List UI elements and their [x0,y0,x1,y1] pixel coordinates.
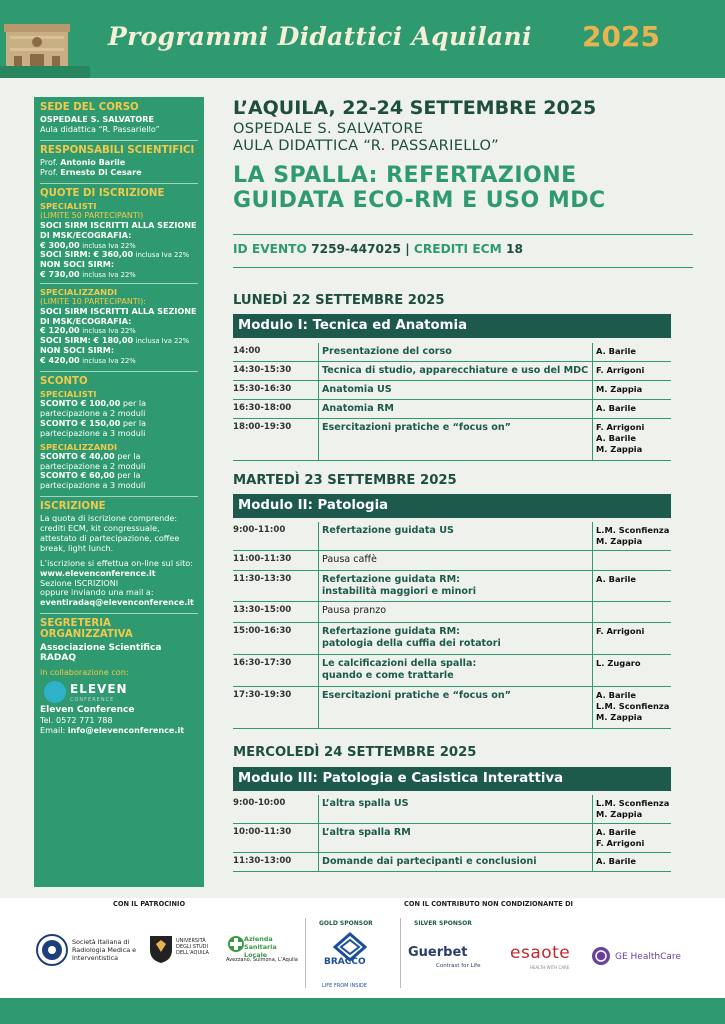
column-divider [318,623,319,654]
column-divider [592,551,593,570]
sconto-2-tail: per la partecipazione a 3 moduli [40,417,147,438]
session-title: L’altra spalla RM [322,827,411,838]
sconto-specializzandi: SPECIALIZZANDI [40,441,118,452]
course-title-line-1: LA SPALLA: REFERTAZIONE [233,163,577,188]
eleven-logo-tag: CONFERENCE [70,696,115,703]
quote-specialisti-limit: (LIMITE 50 PARTECIPANTI) [40,211,144,221]
quote-iva-2: inclusa Iva 22% [135,251,190,260]
sede-place: OSPEDALE S. SALVATORE [40,114,155,125]
session-speaker: A. Barile [596,346,636,356]
column-divider [318,419,319,460]
iscrizione-mail-link[interactable]: eventiradaq@elevenconference.it [40,597,194,608]
session-speaker: F. Arrigoni A. Barile M. Zappia [596,422,645,454]
schedule-row [233,522,671,551]
session-time: 10:00-11:30 [233,827,292,837]
session-title: Refertazione guidata RM: instabilità maggiori e minori [322,574,477,597]
quote-line-1: SOCI SIRM ISCRITTI ALLA SEZIONE DI MSK/ECOGRAFIA: [40,219,197,240]
session-speaker: L.M. Sconfienza M. Zappia [596,525,670,546]
sconto-3-tail: per la partecipazione a 2 moduli [40,450,146,471]
schedule-row [233,343,671,362]
session-title: Pausa caffè [322,554,377,565]
esaote-logo-word: esaote [510,943,571,963]
asl-logo-icon [226,934,246,956]
column-divider [318,551,319,570]
session-speaker: A. Barile [596,403,636,413]
iscrizione-site-link[interactable]: www.elevenconference.it [40,567,156,578]
schedule-row [233,824,671,853]
schedule-row [233,602,671,623]
session-time: 15:30-16:30 [233,384,292,394]
session-title: Anatomia RM [322,403,394,414]
column-divider [318,824,319,852]
schedule-row [233,853,671,872]
sconto-specialisti: SPECIALISTI [40,389,97,400]
quote-iva-6: inclusa Iva 22% [82,356,136,365]
quote-price-3: € 730,00 [40,269,80,280]
session-title: L’altra spalla US [322,798,409,809]
asl-logo-sub: Avezzano, Sulmona, L’Aquila [226,957,298,963]
ge-logo-icon [591,946,611,966]
quote-price-4: € 120,00 [40,325,80,336]
session-title: Le calcificazioni della spalla: quando e come trattarle [322,658,477,681]
divider [40,613,198,614]
session-time: 11:00-11:30 [233,554,292,564]
event-id-line [233,242,523,256]
session-title: Presentazione del corso [322,346,452,357]
column-divider [592,655,593,686]
session-title: Esercitazioni pratiche e “focus on” [322,690,511,701]
quote-line-3: NON SOCI SIRM: [40,259,115,270]
session-time: 11:30-13:30 [233,574,292,584]
session-title: Tecnica di studio, apparecchiature e uso del MDC [322,365,589,376]
quote-line-2: SOCI SIRM: [40,249,91,260]
sconto-4-tail: per la partecipazione a 3 moduli [40,470,146,491]
sconto-1-tail: per la partecipazione a 2 moduli [40,398,147,418]
ecm-value: 18 [505,242,523,256]
guerbet-logo-word: Guerbet [408,945,468,960]
iscrizione-text-4: oppure inviando una mail a: [40,587,154,598]
sconto-3: SCONTO € 40,00 [40,450,115,461]
event-venue-1: OSPEDALE S. SALVATORE [233,120,424,137]
iscrizione-heading: ISCRIZIONE [40,501,106,513]
divider [400,918,401,988]
quote-iva-4: inclusa Iva 22% [82,327,136,336]
event-separator: | [405,242,410,256]
quote-line-6: NON SOCI SIRM: [40,345,115,356]
quote-price-1: € 300,00 [40,239,80,250]
column-divider [318,522,319,550]
session-title: Refertazione guidata RM: patologia della cuffia dei rotatori [322,626,501,649]
column-divider [592,400,593,418]
day-heading: MERCOLEDÌ 24 SETTEMBRE 2025 [233,745,477,760]
session-title: Pausa pranzo [322,605,387,616]
segreteria-tel: Tel. 0572 771 788 [40,715,113,726]
session-time: 9:00-10:00 [233,798,286,808]
column-divider [318,343,319,361]
eleven-logo-word: ELEVEN [70,681,128,696]
quote-iva-3: inclusa Iva 22% [82,271,136,280]
sconto-heading: SCONTO [40,375,88,387]
column-divider [592,853,593,871]
session-time: 18:00-19:30 [233,422,292,432]
contributo-heading: CON IL CONTRIBUTO NON CONDIZIONANTE DI [404,900,574,908]
session-title: Anatomia US [322,384,392,395]
segreteria-email-link[interactable]: info@elevenconference.it [67,725,185,736]
schedule-row [233,655,671,687]
sede-heading: SEDE DEL CORSO [40,102,139,113]
session-speaker: A. Barile [596,856,636,866]
course-title-line-2: GUIDATA ECO-RM E USO MDC [233,188,606,213]
quote-specializzandi-limit: (LIMITE 10 PARTECIPANTI): [40,297,146,307]
module-title: Modulo II: Patologia [233,494,671,518]
session-speaker: A. Barile L.M. Sconfienza M. Zappia [596,690,670,722]
session-time: 11:30-13:00 [233,856,292,866]
sidebar-info-panel [34,97,204,887]
resp-name-1: Antonio Barile [60,157,126,168]
esaote-logo-tag: HEALTH WITH CARE [530,965,570,970]
column-divider [592,602,593,622]
column-divider [592,824,593,852]
column-divider [592,381,593,399]
responsabili-heading: RESPONSABILI SCIENTIFICI [40,144,195,156]
divider [40,283,198,284]
sede-room: Aula didattica “R. Passariello” [40,124,160,135]
column-divider [592,795,593,823]
event-venue-2: AULA DIDATTICA “R. PASSARIELLO” [233,137,499,154]
ecm-label: CREDITI ECM [413,242,502,256]
univaq-crest-icon [148,934,174,964]
session-time: 16:30-18:00 [233,403,292,413]
quote-line-4: SOCI SIRM ISCRITTI ALLA SEZIONE DI MSK/ECOGRAFIA: [40,305,197,326]
resp-prefix-2: Prof. [40,167,58,178]
column-divider [592,362,593,380]
univaq-logo-text: UNIVERSITÀ DEGLI STUDI DELL’AQUILA [176,938,209,956]
day-heading: MARTEDÌ 23 SETTEMBRE 2025 [233,473,457,488]
session-speaker: A. Barile [596,574,636,584]
sconto-2: SCONTO € 150,00 [40,417,121,428]
session-time: 17:30-19:30 [233,690,292,700]
column-divider [318,571,319,601]
session-time: 15:00-16:30 [233,626,292,636]
iscrizione-text-3: Sezione ISCRIZIONI [40,577,119,588]
segreteria-email-label: Email: [40,725,66,736]
column-divider [592,571,593,601]
schedule-row [233,687,671,729]
divider [40,371,198,372]
column-divider [592,419,593,460]
quote-line-5: SOCI SIRM: [40,335,91,346]
event-id-value: 7259-447025 [311,242,401,256]
session-time: 16:30-17:30 [233,658,292,668]
ge-logo-word: GE HealthCare [615,952,681,962]
eleven-logo [44,681,198,703]
bracco-logo-word: BRACCO [324,957,366,967]
session-time: 9:00-11:00 [233,525,286,535]
schedule-row [233,551,671,571]
silver-sponsor-label: SILVER SPONSOR [414,920,472,927]
course-title [233,163,703,213]
session-speaker: F. Arrigoni [596,626,645,636]
footer-sponsors [0,898,725,998]
basilica-illustration [0,0,90,78]
schedule-row [233,571,671,602]
quote-heading: QUOTE DI ISCRIZIONE [40,187,165,199]
column-divider [318,853,319,871]
quote-price-6: € 420,00 [40,354,80,365]
iscrizione-text-1: La quota di iscrizione comprende: crediti ECM, kit congressuale, attestato di partecipazione, coffee break, light lunch. [40,513,180,553]
column-divider [592,522,593,550]
segreteria-collab: in collaborazione con: [40,667,129,678]
session-speaker: L.M. Sconfienza M. Zappia [596,798,670,819]
quote-price-5: € 180,00 [93,335,134,346]
session-speaker: A. Barile F. Arrigoni [596,827,645,848]
event-id-label: ID EVENTO [233,242,307,256]
column-divider [318,362,319,380]
header-title: Programmi Didattici Aquilani [108,22,532,51]
header-year: 2025 [582,20,660,53]
session-title: Esercitazioni pratiche e “focus on” [322,422,511,433]
sconto-1: SCONTO € 100,00 [40,398,121,409]
asl-logo-text: Azienda Sanitaria Locale [244,935,277,959]
divider [40,140,198,141]
header-banner [0,0,725,78]
session-title: Domande dai partecipanti e conclusioni [322,856,537,867]
divider [40,183,198,184]
session-time: 14:00 [233,346,261,356]
schedule-row [233,381,671,400]
segreteria-assoc: Associazione Scientifica RADAQ [40,642,162,664]
iscrizione-text-2: L’iscrizione si effettua on-line sul sito: [40,557,193,568]
schedule-row [233,362,671,381]
guerbet-logo-tag: Contrast for Life [436,963,481,969]
eleven-logo-icon [44,681,66,703]
quote-iva-5: inclusa Iva 22% [135,337,190,346]
divider [233,267,693,268]
sirm-logo-icon [36,934,68,966]
resp-prefix-1: Prof. [40,157,58,168]
quote-price-2: € 360,00 [93,249,134,260]
divider [233,234,693,235]
column-divider [592,623,593,654]
schedule-row [233,419,671,461]
schedule-row [233,795,671,824]
session-speaker: M. Zappia [596,384,643,394]
divider [40,496,198,497]
quote-specializzandi: SPECIALIZZANDI [40,286,118,297]
schedule-row [233,400,671,419]
quote-iva-1: inclusa Iva 22% [82,241,136,250]
bracco-logo-tag: LIFE FROM INSIDE [322,983,367,989]
schedule-row [233,623,671,655]
segreteria-company: Eleven Conference [40,705,135,716]
module-title: Modulo III: Patologia e Casistica Interattiva [233,767,671,791]
session-time: 14:30-15:30 [233,365,292,375]
day-heading: LUNEDÌ 22 SETTEMBRE 2025 [233,293,445,308]
column-divider [318,655,319,686]
session-time: 13:30-15:00 [233,605,292,615]
session-speaker: F. Arrigoni [596,365,645,375]
column-divider [318,795,319,823]
gold-sponsor-label: GOLD SPONSOR [319,920,373,927]
divider [305,918,306,988]
resp-name-2: Ernesto Di Cesare [60,167,142,178]
bottom-bar [0,998,725,1024]
main-program [233,97,703,867]
module-title: Modulo I: Tecnica ed Anatomia [233,314,671,338]
column-divider [318,602,319,622]
session-speaker: L. Zugaro [596,658,641,668]
patrocinio-heading: CON IL PATROCINIO [113,900,186,908]
session-title: Refertazione guidata US [322,525,454,536]
sirm-logo-text: Società Italiana di Radiologia Medica e Interventistica [72,938,137,962]
column-divider [318,381,319,399]
column-divider [592,687,593,728]
column-divider [318,687,319,728]
quote-specialisti: SPECIALISTI [40,201,97,212]
segreteria-heading: SEGRETERIA ORGANIZZATIVA [40,618,133,641]
sconto-4: SCONTO € 60,00 [40,470,115,481]
column-divider [592,343,593,361]
column-divider [318,400,319,418]
event-city-date: L’AQUILA, 22-24 SETTEMBRE 2025 [233,97,597,119]
